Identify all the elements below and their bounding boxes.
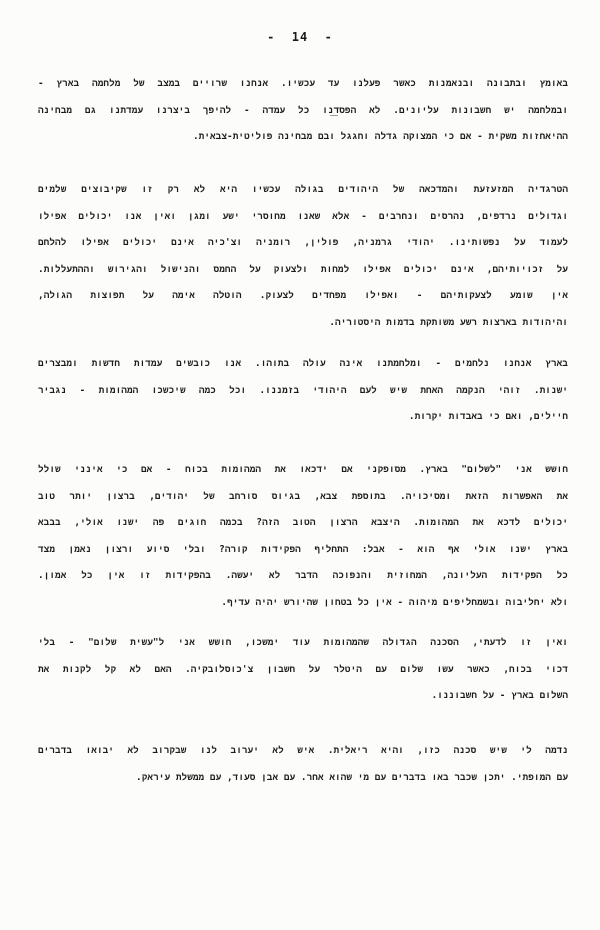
text-line: ולא יחליבוה ובשמחליפים מיהוה - אין כל בטחון שהיורש יהיה עדיף. xyxy=(221,596,568,608)
text-line: לעמוד על נפשותינו. יהודי גרמניה, פולין, רומניה וצ'כיה אינם יכולים אפילו להלחם xyxy=(38,237,568,248)
paragraph-3 xyxy=(38,357,568,423)
text-line: ישנות. זוהי הנקמה האחת שיש לעם היהודי בזמננו. וכל כמה שיכשכו המהומות - נגביר xyxy=(38,384,568,396)
text-line: נדמה לי שיש סכנה כזו, והיא ריאלית. איש לא יערוב לנו שבקרוב לא יבואו בדברים xyxy=(38,745,568,756)
paragraph-6 xyxy=(38,744,568,784)
text-line: חושש אני "לשלום" בארץ. מסופקני אם ידכאו את המהומות בכוח - אם כי אינני שולל xyxy=(38,464,568,475)
text-line: ואין זו לדעתי, הסכנה הגדולה שהמהומות עוד ימשכו, חושש אני ל"עשית שלום" - בלי xyxy=(38,637,568,648)
paragraph-4 xyxy=(38,463,568,609)
text-line: בארץ אנחנו נלחמים - ומלחמתנו אינה עולה בתוהו. אנו כובשים עמדות חדשות ומבצרים xyxy=(38,358,568,369)
text-line: דכוי בכוח, כאשר עשו שלום עם היטלר על חשבון צ'כוסלובקיה. האם לא קל לקנות את xyxy=(38,663,568,675)
text-line: וגדולים נרדפים, נהרסים ונחרבים - אלא שאנו מחוסרי ישע ומגן ואין אנו יכולים אפילו xyxy=(38,210,568,222)
text-line: באומץ ובתבונה ובנאמנות כאשר פעלנו עד עכשיו. אנחנו שרויים במצב של מלחמה בארץ - xyxy=(38,78,568,89)
paragraph-2 xyxy=(38,183,568,329)
text-line: והיהודות בארצות רשע משותקת בדמות היסטוריה. xyxy=(329,316,568,328)
page-number: - 14 - xyxy=(267,30,333,44)
text-line: כל הפקידות העליונה, המחוזית והנפוכה הדבר לא יעשה. בהפקידות זו אין כל אמון. xyxy=(38,570,568,581)
text-line: הטרגדיה המזעזעת והמדכאה של היהודים בגולה עכשיו היא לא רק זו שקיבוצים שלמים xyxy=(38,184,568,195)
paragraph-5 xyxy=(38,636,568,702)
text-line: יכולים לדכא את המהומות. היצבא הרצון הטוב הזה? בכמה חוגים פה ישנו אולי, בבבא xyxy=(38,517,568,528)
text-line: על זכויותיהם, אינם יכולים אפילו למחות ולצעוק על החמס והנישול והגירוש וההתעללות. xyxy=(38,263,568,275)
text-line: חיילים, ואם כי באבדות יקרות. xyxy=(408,411,568,422)
scan-speck xyxy=(330,115,338,116)
text-line: בארץ ישנו אולי אף הוא - אבל: התחליף הפקידות קורה? ובלי סיוע ורצון נאמן מצד xyxy=(38,543,568,555)
text-line: את האפשרות הזאת ומסיכויה. בתוספת צבא, בגיוס סורחב של יהודים, ברצון יותר טוב xyxy=(38,490,568,502)
text-line: עם המופתי. יתכן שכבר באו בדברים עם מי שהוא אחר. עם אבן סעוד, עם ממשלת עיראק. xyxy=(136,771,568,783)
text-line: אין שומע לצעקותיהם - ואפילו מפחדים לצעוק. הוטלה אימה על תפוצות הגולה, xyxy=(38,290,568,301)
text-line: השלום בארץ - על חשבוננו. xyxy=(431,690,568,701)
text-line: ובמלחמה יש חשבונות עליונים. לא הפסדנו כל עמדה - להיפך ביצרנו עמדתנו גם מבחינה xyxy=(38,104,568,116)
text-line: ההיאחזות משקית - אם כי המצוקה גדלה וחגגל ובם מבחינה פוליטית-צבאית. xyxy=(192,131,568,142)
paragraph-1 xyxy=(38,77,568,143)
